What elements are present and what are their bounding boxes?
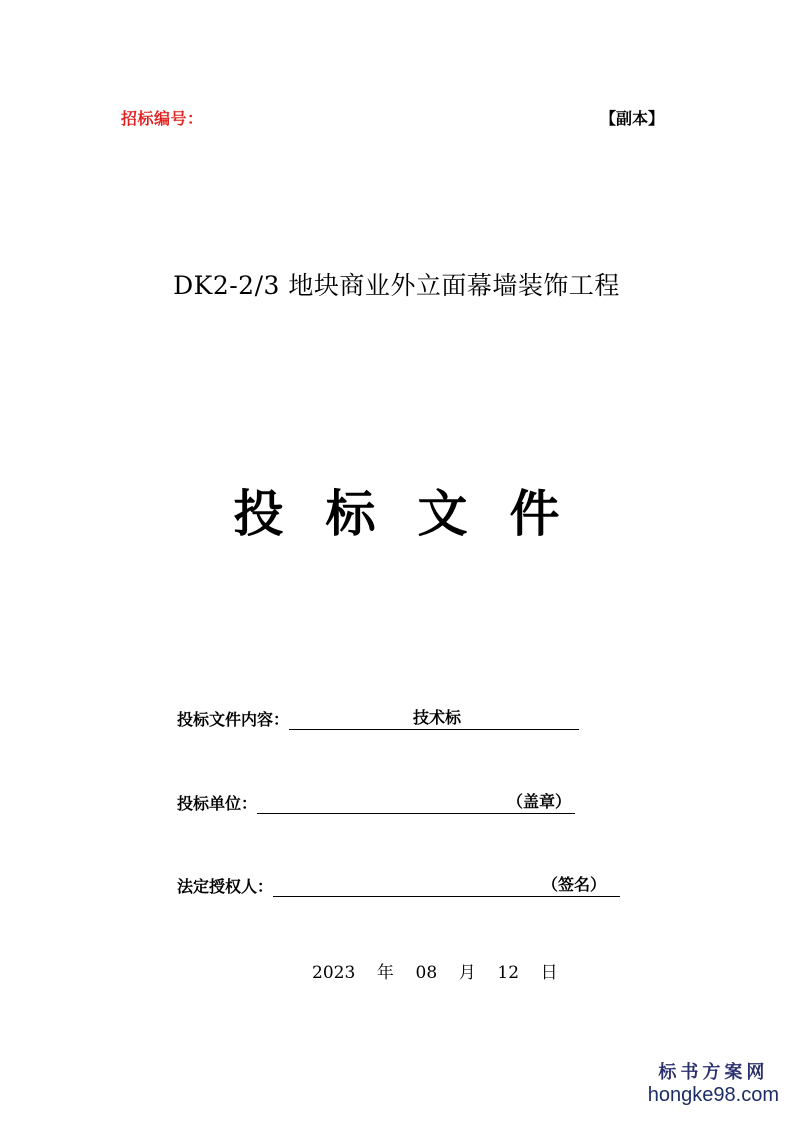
- field-authorized-person-label: 法定授权人：: [177, 877, 274, 896]
- date-year-unit: 年: [376, 963, 394, 983]
- bid-number-label: 招标编号：: [121, 109, 204, 128]
- watermark-name: 标书方案网: [658, 1062, 769, 1083]
- date-line: [312, 958, 558, 983]
- field-bid-content-line: [289, 707, 579, 730]
- date-year: 2023: [312, 963, 356, 983]
- date-month: 08: [415, 963, 438, 983]
- field-bidder-line: [257, 791, 575, 814]
- field-bidder-seal-note: （盖章）: [507, 792, 572, 811]
- project-title: DK2-2/3 地块商业外立面幕墙装饰工程: [173, 271, 620, 300]
- field-bidder: [177, 791, 575, 814]
- date-month-unit: 月: [458, 963, 476, 983]
- watermark-url: hongke98.com: [647, 1084, 779, 1106]
- date-day-unit: 日: [540, 963, 558, 983]
- field-bid-content-label: 投标文件内容：: [177, 710, 290, 729]
- field-authorized-person-sign-note: （签名）: [542, 875, 607, 894]
- field-authorized-person-line: [273, 874, 620, 897]
- document-title: 投标文件: [233, 484, 602, 543]
- copy-tag: 【副本】: [600, 109, 665, 128]
- watermark-logo: [648, 1062, 779, 1106]
- field-authorized-person: [177, 874, 620, 897]
- field-bid-content-value: 技术标: [413, 708, 462, 727]
- date-day: 12: [497, 963, 520, 983]
- field-bidder-label: 投标单位：: [177, 794, 258, 813]
- field-bid-content: [177, 707, 579, 730]
